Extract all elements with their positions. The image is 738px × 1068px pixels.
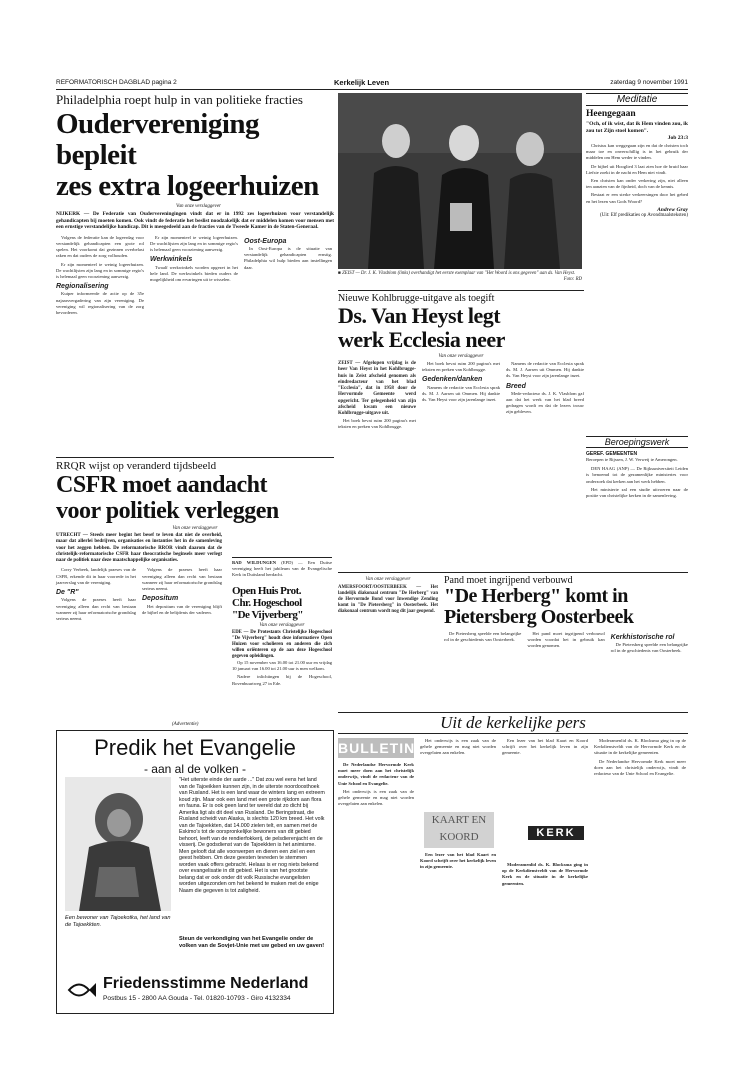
pers-paragraph: Het onderwijs is een zaak van de gehele gemeente en mag niet worden overgelaten aan enkelen. <box>420 738 496 756</box>
meditatie-reference: Job 23:3 <box>667 135 688 141</box>
article1-title-line2: zes extra logeerhuizen <box>56 170 319 202</box>
beroepingswerk-paragraph: Het ministerie zal een studie uitvoeren naar de positie van christelijke kerken in de samenleving. <box>586 486 688 499</box>
article2-paragraph: Namens de redactie van Ecclesia sprak ds. M. J. Aarsen uit Ommen. Hij dankte ds. Van Heyst voor zijn jarenlange inzet. <box>422 384 500 403</box>
bulletin-logo <box>338 738 414 758</box>
article2-title-line1: Ds. Van Heyst legt <box>338 303 501 328</box>
article4-paragraph: Op 15 november van 16.00 tot 21.00 uur en vrijdag 10 januari van 16.00 tot 21.00 uur is men welkom. <box>232 660 332 672</box>
masthead <box>56 78 688 88</box>
beroepingswerk-category: GEREF. GEMEENTEN <box>586 451 638 457</box>
article4-title-line3: "De Vijverberg" <box>232 609 303 621</box>
article2-paragraph: Het boek bevat ruim 200 pagina's met teksten en preken van Kohlbrugge. <box>422 361 500 373</box>
advert-footer <box>61 973 327 1009</box>
article-open-huis <box>232 585 332 719</box>
article3-paragraph: Corry Verbeek, landelijk praeses van de CSFR, erkende dit in haar voorrede in het jaarverslag van de vereniging. <box>56 567 136 585</box>
article2-top-rule <box>338 290 584 291</box>
article1-subhead: Regionalisering <box>56 283 109 291</box>
pers-section <box>338 712 688 1012</box>
advert-title: Predik het Evangelie <box>94 735 296 760</box>
masthead-right: zaterdag 9 november 1991 <box>610 79 688 86</box>
photo-handover-image <box>338 93 582 269</box>
advert-label: (Advertentie) <box>172 722 199 727</box>
meditatie-paragraph: De bijbel uit Hooglied 3 laat zien hoe de bruid haar Liefste zoekt in de nacht en Hem niet vindt. <box>586 163 688 175</box>
article5-paragraph: De Pietersberg speelde een belangrijke rol in de geschiedenis van Oosterbeek. <box>444 631 522 643</box>
meditatie-paragraph: Een christen kan onder verkering zijn, niet alleen ten aanzien van de fijnheid, doch van de kennis. <box>586 178 688 190</box>
masthead-left: REFORMATORISCH DAGBLAD pagina 2 <box>56 79 177 86</box>
pers-paragraph: De Nederlandse Hervormde Kerk moet meer doen aan het christelijk onderwijs, vindt de redacteur van de Unie School en Evangelie. <box>338 762 414 786</box>
advert-caption: Een bewoner van Tajoekotka, het land van de Tajoekkten. <box>65 915 171 928</box>
article-de-herberg <box>338 572 688 710</box>
meditatie-quote: "Och, of ik wist, dat ik Hem vinden zou, ik zou tot Zijn stoel komen". <box>586 121 688 134</box>
article3-subhead: De "R" <box>56 589 79 597</box>
advert-photo-image <box>65 777 171 911</box>
pers-title: Uit de kerkelijke pers <box>440 713 586 732</box>
meditatie-paragraph: Christus kan weggegaan zijn en dat de christen toch maar toe en onverschillig is in het gebruik der middelen om Hem weder te vinden. <box>586 143 688 161</box>
meditatie-section: Meditatie <box>586 93 688 106</box>
bulletin-label: BULLETIN <box>338 740 416 756</box>
article2-lead: ZEIST — Afgelopen vrijdag is de heer Van Heyst in het Kohlbrugge-huis in Zeist afscheid genomen als eindredacteur van het blad "Ecclesia", dat in 1958 door de Hervormde Gemeente werd opgericht. Ter gelegenheid van zijn afscheid kwam een nieuwe Kohlbrugge-uitgave uit. <box>338 361 416 417</box>
beroepingswerk-paragraph: DEN HAAG (ANP) — De Rijksuniversiteit Leiden is benoemd tot de gezamenlijke ministeries voor onderzoek dat kerken aan het werk hebben. <box>586 466 688 484</box>
article1-paragraph: Volgens de federatie kan de logeerdag voor verstandelijk gehandicapten een grote rol spelen. Het voorkomt dat gezinnen overbelast raken en dat ouders de zorg volhouden. <box>56 234 144 259</box>
article2-subhead: Breed <box>506 382 526 390</box>
article1-subhead: Werkwinkels <box>150 256 193 264</box>
pers-paragraph: De Nederlandse Hervormde Kerk moet meer doen aan het christelijk onderwijs, vindt de redacteur van de Unie School en Evangelie. <box>594 758 686 777</box>
article4-byline: Van onze verslaggever <box>259 623 305 628</box>
article3-paragraph: Volgens de praeses heeft haar vereniging alleen dan recht van bestaan wanneer zij haar reformatorische grondslag serieus neemt. <box>142 567 222 592</box>
article2-byline: Van onze verslaggever <box>438 354 484 359</box>
beroepingswerk-entry: Beroepen te Rijssen, J. W. Verweij te Amerongen. <box>586 457 678 462</box>
article5-lead: AMERSFOORT/OOSTERBEEK — Het landelijk diakonaal centrum "De Herberg" van de Hervormde Bond voor Inwendige Zending komt in "De Pietersberg" in Oosterbeek. Het diakonaal centrum wordt nog dit jaar geopend. <box>338 585 438 615</box>
advertisement <box>56 730 334 1014</box>
article2-subhead: Gedenken/danken <box>422 376 483 384</box>
photo1-credit: Foto: RD <box>563 277 582 283</box>
kerk-logo <box>528 826 584 854</box>
article5-top-rule <box>338 572 688 573</box>
article2-paragraph: Namens de redactie van Ecclesia sprak ds. M. J. Aarsen uit Ommen. Hij dankte ds. Van Heyst voor zijn jarenlange inzet. <box>506 361 584 379</box>
article4-title-line2: Chr. Hogeschool <box>232 597 302 609</box>
article1-title-line1: Oudervereniging bepleit <box>56 108 260 171</box>
pers-paragraph: Moderamenlid ds. K. Blocksma ging in op de Kerkdienstveldt van de Hervormde Kerk en de situatie in de kerkelijke gemeenten. <box>594 738 686 756</box>
article1-paragraph: In Oost-Europa is de situatie van verstandelijk gehandicapten ernstig. Philadelphia wil hulp bieden aan instellingen daar. <box>244 245 332 270</box>
article1-paragraph: Twaalf werkwinkels worden opgezet in het hele land. De werkwinkels bieden ouders de mogelijkheid om ervaringen uit te wisselen. <box>150 264 238 282</box>
kaart-koord-logo <box>424 812 494 848</box>
advert-subtitle: - aan al de volken - <box>143 762 247 776</box>
article1-paragraph: Kuiper informeerde de actie op de 35e najaarsvergadering van zijn vereniging. De vereniging wil regionalisering van de zorg bevorderen. <box>56 291 144 316</box>
pers-paragraph: Een lezer van het blad Kaart en Koord schrijft over het kerkelijk leven in zijn gemeente. <box>502 738 588 756</box>
article1-subhead: Oost-Europa <box>244 237 287 245</box>
article3-title-line2: voor politiek verleggen <box>56 498 279 524</box>
article2-kicker: Nieuwe Kohlbrugge-uitgave als toegift <box>338 293 495 304</box>
meditatie-title: Heengegaan <box>586 109 636 119</box>
article1-lead: NIJKERK — De Federatie van Oudervereningingen vindt dat er in 1992 zes logeerhuizen voor verstandelijk gehandicapten bij moeten komen. Ook vindt de federatie het beslist noodzakelijk dat er middelen komen voor mensen met een ernstige verstandelijke handicap. Dit is meegedeeld aan de fracties van de Tweede Kamer in de Staten-Generaal. <box>56 211 334 231</box>
advert-highlight: Steun de verkondiging van het Evangelie onder de volken van de Sovjet-Unie met uw gebed en uw gaven! <box>179 936 325 949</box>
article4-title-line1: Open Huis Prot. <box>232 585 302 597</box>
beroepingswerk-title: Beroepingswerk <box>586 436 688 448</box>
photo1-caption <box>338 271 582 283</box>
meditatie-author: Andrew Gray <box>657 206 688 213</box>
article5-kicker: Pand moet ingrijpend verbouwd <box>444 575 573 586</box>
article5-subhead: Kerkhistorische rol <box>610 634 675 641</box>
fish-icon <box>67 977 97 1003</box>
article1-kicker: Philadelphia roept hulp in van politieke fracties <box>56 92 303 107</box>
pers-paragraph: Moderamenlid ds. K. Blocksma ging in op de Kerkdienstveldt van de Hervormde Kerk en de situatie in de kerkelijke gemeenten. <box>502 862 588 886</box>
kaart-label: KAART EN KOORD <box>431 814 487 843</box>
article2-paragraph: Het boek bevat ruim 200 pagina's met teksten en preken van Kohlbrugge. <box>338 417 416 429</box>
article5-byline: Van onze verslaggever <box>365 577 411 582</box>
article3-paragraph: Het depositum van de vereniging blijft de bijbel en de belijdenis der vaderen. <box>142 603 222 615</box>
article3-subhead: Depositum <box>142 595 179 603</box>
meditatie-paragraph: Bestaat er een sterke verkeersingen door het gebed en het lezen van Gods Woord? <box>586 192 688 204</box>
box1-title: BAD WILDUNGEN <box>232 560 277 565</box>
article2-paragraph: Mede-redacteur ds. J. K. Vlasblom gaf aan dat het werk van het blad breed gedragen wordt en dat de lezers trouw zijn gebleven. <box>506 390 584 415</box>
article-van-heyst <box>338 290 584 568</box>
article5-paragraph: Het pand moet ingrijpend verbouwd worden voordat het in gebruik kan worden genomen. <box>527 631 605 649</box>
article3-kicker: RRQR wijst op veranderd tijdsbeeld <box>56 460 217 472</box>
article1-paragraph: Er zijn momenteel te weinig logeerhuizen. De wachtlijsten zijn lang en in sommige regio's is helemaal geen voorziening aanwezig. <box>56 261 144 279</box>
article3-title-line1: CSFR moet aandacht <box>56 472 267 498</box>
article3-top-rule <box>56 457 334 458</box>
article1-byline: Van onze verslaggever <box>176 204 221 209</box>
box-bad-wildungen <box>232 557 332 579</box>
pers-paragraph: Een lezer van het blad Kaart en Koord schrijft over het kerkelijk leven in zijn gemeente. <box>420 852 496 870</box>
article5-title-line2: Pietersberg Oosterbeek <box>444 606 634 628</box>
pers-paragraph: Het onderwijs is een zaak van de gehele gemeente en mag niet worden overgelaten aan enkelen. <box>338 788 414 807</box>
meditatie-box <box>586 93 688 433</box>
masthead-center: Kerkelijk Leven <box>334 78 390 87</box>
advert-org: Friedensstimme Nederland <box>103 975 309 992</box>
kerk-label: KERK <box>528 826 584 840</box>
photo1-caption-text: ■ ZEIST — Dr. J. K. Vlasblom (links) overhandigt het eerste exemplaar van "Het Woord is ons gegeven" aan ds. Van Heyst. <box>338 271 576 276</box>
article3-paragraph: Volgens de praeses heeft haar vereniging alleen dan recht van bestaan wanneer zij haar reformatorische grondslag serieus neemt. <box>56 597 136 621</box>
masthead-rule <box>56 89 688 90</box>
article4-paragraph: Nadere inlichtingen bij de Hogeschool, Bovenbuurtweg 27 in Ede. <box>232 674 332 686</box>
article5-title-line1: "De Herberg" komt in <box>444 585 628 607</box>
photo-handover <box>338 93 582 269</box>
article1-paragraph: Er zijn momenteel te weinig logeerhuizen. De wachtlijsten zijn lang en in sommige regio's is helemaal geen voorziening aanwezig. <box>150 234 238 253</box>
article-ouderverenging <box>56 93 334 453</box>
article3-lead: UTRECHT — Steeds meer begint het besef te leven dat niet de overheid, maar dat allerlei bedrijven, organisaties en instanties het in de samenleving voor het zeggen hebben. De reformatorische RROR vindt daarom dat de christelijk-reformatorische CSFR haar theocratische beginsels meer verlegt naar de politiek naar deze maatschappelijke organisaties. <box>56 533 222 564</box>
article3-byline: Van onze verslaggever <box>172 526 218 531</box>
box1-text: (EPD) — Een Duitse vereniging heeft het jubileum van de Evangelische Kerk in Duitsland herdacht. <box>232 560 332 578</box>
beroepingswerk-box <box>586 436 688 568</box>
article4-lead: EDE — De Protestants Christelijke Hogeschool "De Vijverberg" houdt deze informatieve Open Huizen voor scholieren en anderen die zich willen oriënteren op de aan deze Hogeschool gegeven opleidingen. <box>232 630 332 659</box>
meditatie-source: (Uit: Elf predikaties op Avondmaalsteksten) <box>600 212 688 218</box>
advert-photo <box>65 777 171 911</box>
article5-paragraph: De Pietersberg speelde een belangrijke rol in de geschiedenis van Oosterbeek. <box>610 642 688 654</box>
article2-title-line2: werk Ecclesia neer <box>338 327 505 352</box>
advert-address: Postbus 15 - 2800 AA Gouda - Tel. 01820-10793 - Giro 4132334 <box>103 995 291 1002</box>
advert-body: "Het uiterste einde der aarde ..." Dat zou wel eens het land van de Tajoeikken kunnen zijn, in de uiterste noordoosthoek van Rusland. Het is een land waar de winters lang en extreem koud zijn. Maar ook een land met een grote rijkdom aan flora en fauna. Er is ook geen land ter wereld dat zo dicht bij Amerika ligt als dit deel van Rusland. De Beringstraat, die Rusland scheidt van Alaska, is slechts 120 km breed. Het volk van de Tajoekkten, dat 14.000 zielen telt, en samen met de Eskimo's tot de oorspronkelijke bewoners van dit gebied behoort, leeft van de rendierfokkerij, de pelsdierenjacht en de visserij. De godsdienst van de Tajoekkten is het animisme. Men gelooft dat alle voorwerpen en dieren een ziel en een geest hebben. Om deze geesten tevreden te stemmen worden vaak offers gebracht. Helaas is er nog niets bekend over evangelisatie in dit gebied. Het is van het grootste belang dat er ook onder dit volk Russische evangelisten worden uitgezonden om het bekend te maken met de enige Naam die gegeven is tot zaligheid. <box>179 777 325 894</box>
